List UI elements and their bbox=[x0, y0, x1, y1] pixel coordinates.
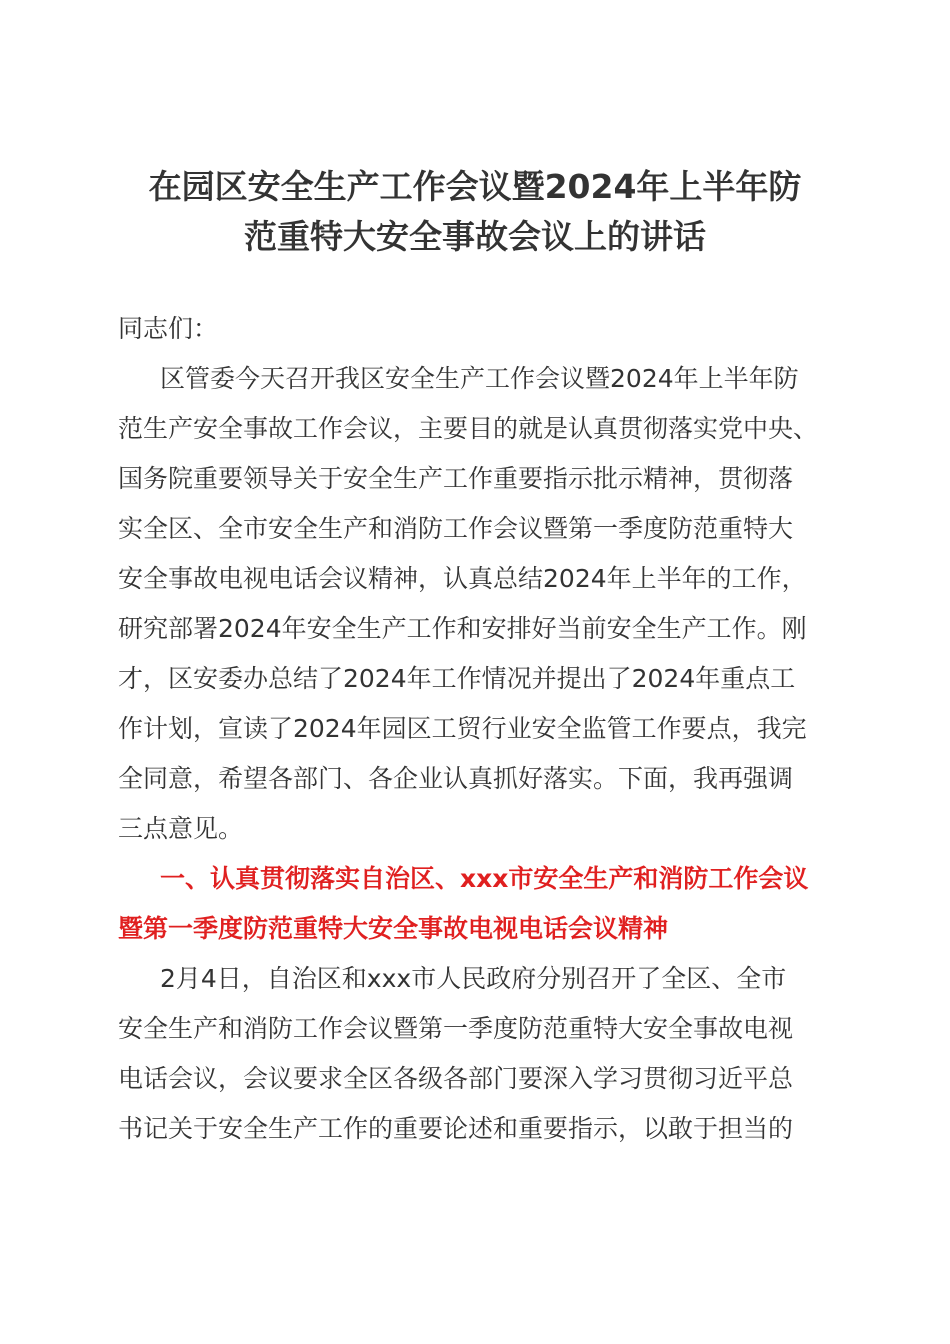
title-line-1: 在园区安全生产工作会议暨2024年上半年防 bbox=[148, 167, 802, 206]
paragraph-line: 才，区安委办总结了2024年工作情况并提出了2024年重点工 bbox=[118, 664, 796, 693]
heading-line: 暨第一季度防范重特大安全事故电视电话会议精神 bbox=[118, 914, 669, 943]
salutation: 同志们： bbox=[118, 314, 219, 343]
paragraph-2 bbox=[118, 954, 836, 1154]
paragraph-line: 实全区、全市安全生产和消防工作会议暨第一季度防范重特大 bbox=[118, 514, 794, 543]
paragraph-line: 三点意见。 bbox=[118, 814, 244, 843]
heading-line: 一、认真贯彻落实自治区、xxx市安全生产和消防工作会议 bbox=[160, 864, 809, 893]
title-line-2: 范重特大安全事故会议上的讲话 bbox=[244, 217, 706, 256]
paragraph-1 bbox=[118, 354, 836, 854]
paragraph-line: 安全生产和消防工作会议暨第一季度防范重特大安全事故电视 bbox=[118, 1014, 794, 1043]
paragraph-line: 2月4日，自治区和xxx市人民政府分别召开了全区、全市 bbox=[160, 964, 787, 993]
paragraph-line: 电话会议，会议要求全区各级各部门要深入学习贯彻习近平总 bbox=[118, 1064, 794, 1093]
paragraph-line: 国务院重要领导关于安全生产工作重要指示批示精神，贯彻落 bbox=[118, 464, 794, 493]
paragraph-line: 书记关于安全生产工作的重要论述和重要指示，以敢于担当的 bbox=[118, 1114, 794, 1143]
paragraph-line: 区管委今天召开我区安全生产工作会议暨2024年上半年防 bbox=[160, 364, 799, 393]
paragraph-line: 作计划，宣读了2024年园区工贸行业安全监管工作要点，我完 bbox=[118, 714, 807, 743]
paragraph-line: 范生产安全事故工作会议，主要目的就是认真贯彻落实党中央、 bbox=[118, 414, 819, 443]
paragraph-line: 安全事故电视电话会议精神，认真总结2024年上半年的工作， bbox=[118, 564, 807, 593]
paragraph-line: 研究部署2024年安全生产工作和安排好当前安全生产工作。刚 bbox=[118, 614, 807, 643]
document-title bbox=[110, 162, 840, 262]
paragraph-line: 全同意，希望各部门、各企业认真抓好落实。下面，我再强调 bbox=[118, 764, 794, 793]
section-heading-1 bbox=[118, 854, 836, 954]
